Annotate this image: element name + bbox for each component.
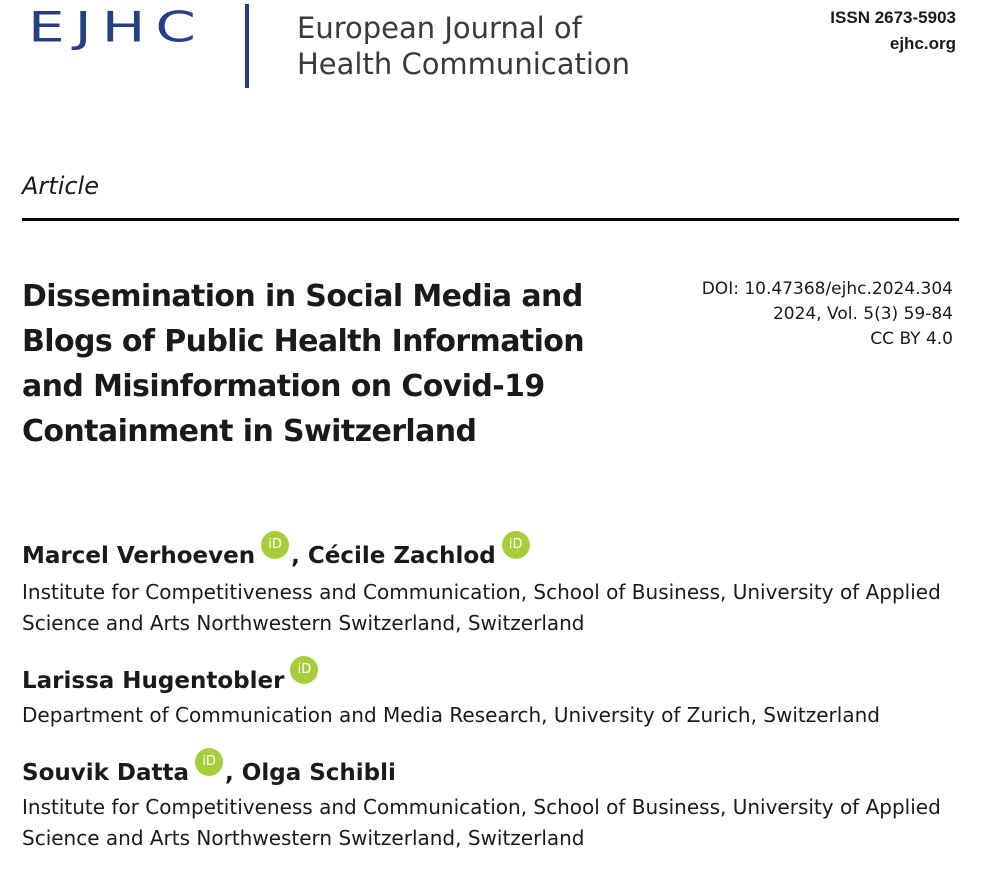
header-rule	[22, 218, 959, 221]
journal-logo: EJHC	[28, 2, 206, 52]
issn-block	[830, 5, 956, 57]
title-line: Dissemination in Social Media and	[22, 279, 583, 314]
journal-name-line-2: Health Communication	[297, 47, 631, 81]
author-affiliation	[22, 700, 962, 731]
author-affiliation	[22, 577, 962, 639]
journal-website[interactable]: ejhc.org	[889, 34, 956, 53]
orcid-icon[interactable]: iD	[290, 656, 318, 684]
author-name[interactable]: Cécile Zachlod	[307, 543, 496, 569]
author-line	[22, 754, 396, 786]
author-name[interactable]: Olga Schibli	[241, 760, 396, 786]
orcid-icon[interactable]: iD	[195, 748, 223, 776]
affiliation-line: Science and Arts Northwestern Switzerland, Switzerland	[22, 611, 585, 635]
author-affiliation	[22, 792, 962, 854]
article-type: Article	[22, 172, 99, 200]
article-title	[22, 274, 602, 454]
author-line	[22, 537, 532, 569]
journal-name	[297, 10, 630, 82]
author-separator: ,	[291, 543, 308, 569]
title-line: Containment in Switzerland	[22, 414, 477, 449]
affiliation-line: Department of Communication and Media Research, University of Zurich, Switzerland	[22, 703, 880, 727]
author-separator: ,	[225, 760, 242, 786]
issn-number: ISSN 2673-5903	[830, 8, 956, 27]
volume-info: 2024, Vol. 5(3) 59-84	[772, 304, 953, 324]
title-line: and Misinformation on Covid-19	[22, 369, 545, 404]
author-name[interactable]: Larissa Hugentobler	[22, 668, 285, 694]
orcid-icon[interactable]: iD	[502, 531, 530, 559]
affiliation-line: Institute for Competitiveness and Communication, School of Business, University of Applied	[22, 580, 941, 604]
affiliation-line: Institute for Competitiveness and Communication, School of Business, University of Applied	[22, 795, 941, 819]
doi[interactable]: DOI: 10.47368/ejhc.2024.304	[701, 279, 953, 299]
author-name[interactable]: Marcel Verhoeven	[22, 543, 256, 569]
journal-name-line-1: European Journal of	[297, 11, 582, 45]
title-line: Blogs of Public Health Information	[22, 324, 585, 359]
author-line	[22, 662, 320, 694]
article-meta	[702, 277, 953, 352]
logo-divider	[245, 4, 249, 88]
affiliation-line: Science and Arts Northwestern Switzerland, Switzerland	[22, 826, 585, 850]
author-name[interactable]: Souvik Datta	[22, 760, 190, 786]
orcid-icon[interactable]: iD	[261, 531, 289, 559]
license[interactable]: CC BY 4.0	[870, 329, 953, 349]
